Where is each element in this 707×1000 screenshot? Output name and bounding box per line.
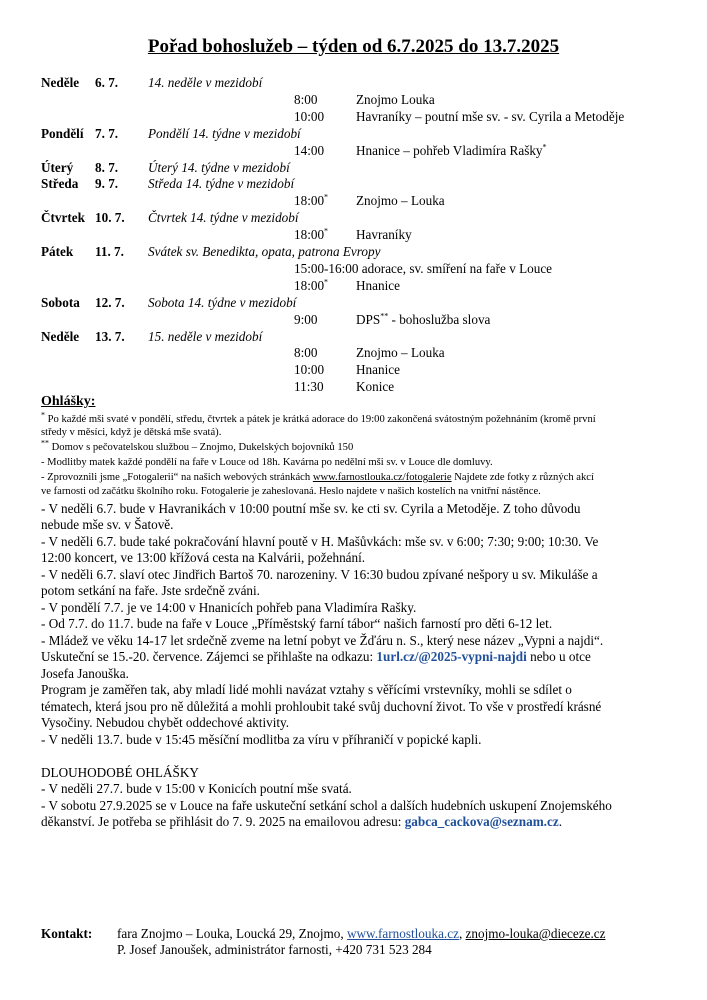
- announcement-text: Josefa Janouška.: [41, 666, 129, 681]
- time-footnote-mark: *: [324, 277, 329, 287]
- note-prayers: - Modlitby matek každé pondělí na faře v Louce od 18h. Kavárna po nedělní mši sv. v Louce dle domluvy.: [41, 457, 493, 468]
- long-term-text: - V neděli 27.7. bude v 15:00 v Konicích poutní mše svatá.: [41, 781, 352, 796]
- announcement-text: - V neděli 6.7. bude také pokračování hlavní poutě v H. Mašůvkách: mše sv. v 6:00; 7:30; 9:00; 10:30. Ve: [41, 534, 599, 549]
- announcements-heading: Ohlášky:: [41, 394, 96, 409]
- day-name: Sobota: [41, 294, 80, 310]
- announcement-text: Uskuteční se 15.-20. července. Zájemci se přihlašte na odkazu:: [41, 649, 377, 664]
- schedule-row: [0, 91, 707, 108]
- liturgical-day: Středa 14. týdne v mezidobí: [148, 176, 295, 192]
- contact-separator: ,: [458, 926, 466, 941]
- long-term-text: .: [558, 814, 562, 829]
- schedule-row: [0, 226, 707, 243]
- service-place: Znojmo – Louka: [356, 345, 445, 361]
- day-date: 8. 7.: [95, 159, 119, 175]
- service-time: 15:00-16:00 adorace, sv. smíření na faře v Louce: [294, 260, 553, 276]
- contact-line-2: P. Josef Janoušek, administrátor farnosti, +420 731 523 284: [117, 942, 432, 957]
- place-footnote-mark: **: [380, 311, 389, 321]
- day-name: Úterý: [41, 159, 74, 175]
- page-title: Pořad bohoslužeb – týden od 6.7.2025 do 13.7.2025: [147, 36, 560, 57]
- note-text: Najdete zde fotky z různých akcí: [451, 472, 594, 483]
- contact-address: fara Znojmo – Louka, Loucká 29, Znojmo,: [117, 926, 347, 941]
- service-time: 18:00*: [294, 277, 329, 293]
- schedule-row: [0, 125, 707, 142]
- service-place: Znojmo Louka: [356, 91, 435, 107]
- schedule-row: [0, 378, 707, 395]
- footnote-mark: *: [41, 410, 45, 420]
- liturgical-day: Pondělí 14. týdne v mezidobí: [148, 125, 301, 141]
- footnote-text: Domov s pečovatelskou službou – Znojmo, Dukelských bojovníků 150: [49, 442, 354, 453]
- service-place: DPS** - bohoslužba slova: [356, 311, 491, 327]
- registration-link[interactable]: 1url.cz/@2025-vypni-najdi: [376, 649, 527, 664]
- note-gallery: [41, 471, 671, 484]
- time-footnote-mark: *: [324, 226, 329, 236]
- day-date: 7. 7.: [95, 125, 119, 141]
- schedule-row: [0, 159, 707, 176]
- schedule-row: [0, 108, 707, 125]
- announcement-text: - V neděli 13.7. bude v 15:45 měsíční modlitba za víru v příhraničí v popické kapli.: [41, 732, 482, 747]
- long-term-text: děkanství. Je potřeba se přihlásit do 7. 9. 2025 na emailovou adresu:: [41, 814, 405, 829]
- note-text: - Zprovoznili jsme „Fotogalerii“ na našich webových stránkách: [41, 472, 313, 483]
- announcement-text: potom setkání na faře. Jste srdečně zváni.: [41, 583, 260, 598]
- announcement-text: Vysočiny. Nebudou chybět oddechové aktivity.: [41, 715, 290, 730]
- schedule-row: [0, 243, 707, 260]
- service-place: Hnanice: [356, 362, 400, 378]
- schedule-row: [0, 344, 707, 361]
- day-date: 13. 7.: [95, 328, 125, 344]
- note-gallery-cont: ve farnosti od začátku školního roku. Fotogalerie je zaheslovaná. Heslo najdete v našich kostelích na vnitřní nástěnce.: [41, 486, 541, 497]
- schedule-row: [0, 260, 707, 277]
- footnote-1: [41, 410, 671, 426]
- service-place: Znojmo – Louka: [356, 193, 445, 209]
- service-time: 8:00: [294, 91, 318, 107]
- day-date: 11. 7.: [95, 244, 124, 259]
- schedule-row: [0, 209, 707, 226]
- day-name: Čtvrtek: [41, 210, 85, 226]
- service-place: Hnanice: [356, 277, 400, 293]
- service-time: 9:00: [294, 311, 318, 327]
- service-time: 10:00: [294, 362, 325, 378]
- service-time: 10:00: [294, 108, 325, 124]
- service-note: - bohoslužba slova: [388, 311, 491, 327]
- liturgical-day: Čtvrtek 14. týdne v mezidobí: [148, 210, 299, 226]
- day-name: Neděle: [41, 75, 80, 90]
- day-name: Středa: [41, 176, 79, 192]
- day-name: Neděle: [41, 328, 80, 344]
- service-place: Hnanice – pohřeb Vladimíra Rašky*: [356, 142, 547, 158]
- liturgical-day: 14. neděle v mezidobí: [148, 75, 263, 90]
- service-place: Konice: [356, 379, 395, 395]
- service-place: Havraníky – poutní mše sv. - sv. Cyrila a Metoděje: [356, 108, 625, 124]
- service-time: 8:00: [294, 345, 318, 361]
- announcement-text: nebo u otce: [526, 649, 591, 664]
- footnote-text: Po každé mši svaté v pondělí, středu, čtvrtek a pátek je krátká adorace do 19:00 zakončená svátostným požehnáním (kromě první: [45, 414, 596, 425]
- announcement-text: - Od 7.7. do 11.7. bude na faře v Louce „Příměstský farní tábor“ našich farností pro děti 6-12 let.: [41, 616, 553, 631]
- contact-line-1: [117, 926, 605, 942]
- contact-email-link[interactable]: znojmo-louka@dieceze.cz: [465, 926, 606, 941]
- liturgical-day: Sobota 14. týdne v mezidobí: [148, 294, 297, 310]
- announcement-text: - Mládež ve věku 14-17 let srdečně zveme na letní pobyt ve Žďáru n. S., který nese název „Vypni a najdi“.: [41, 633, 604, 648]
- day-date: 10. 7.: [95, 210, 125, 226]
- place-footnote-mark: *: [542, 142, 547, 152]
- service-time: 11:30: [294, 379, 324, 395]
- gallery-link[interactable]: www.farnostlouka.cz/fotogalerie: [312, 472, 452, 483]
- announcement-text: 12:00 koncert, ve 13:00 křížová cesta na Kalvárii, požehnání.: [41, 550, 366, 565]
- service-time: 14:00: [294, 142, 325, 158]
- email-link[interactable]: gabca_cackova@seznam.cz: [404, 814, 559, 829]
- day-date: 6. 7.: [95, 75, 119, 90]
- service-time: 18:00*: [294, 226, 329, 243]
- announcement-text: tématech, která jsou pro ně důležitá a mohli prohloubit také svůj duchovní život. To vše v prostředí krásné: [41, 699, 602, 714]
- service-time: 18:00*: [294, 192, 329, 209]
- contact-label: Kontakt:: [41, 926, 93, 941]
- announcement-text: - V neděli 6.7. bude v Havranikách v 10:00 poutní mše sv. ke cti sv. Cyrila a Metoděje. Z toho důvodu: [41, 501, 581, 516]
- announcement-text: nebude mše sv. v Šatově.: [41, 517, 174, 532]
- liturgical-day: 15. neděle v mezidobí: [148, 328, 263, 344]
- liturgical-day: Svátek sv. Benedikta, opata, patrona Evropy: [148, 244, 381, 259]
- footnote-1-cont: středy v měsíci, když je dětská mše svatá).: [41, 427, 222, 438]
- website-link[interactable]: www.farnostlouka.cz: [347, 926, 459, 941]
- announcement-text: Program je zaměřen tak, aby mladí lidé mohli navázat vztahy s věřícími vrstevníky, mohli se sdílet o: [41, 682, 572, 697]
- announcement-text: - V neděli 6.7. slaví otec Jindřich Bartoš 70. narozeniny. V 16:30 budou zpívané nešpory u sv. Mikuláše a: [41, 567, 598, 582]
- schedule-row: [0, 192, 707, 209]
- schedule-row: [0, 328, 707, 345]
- day-name: Pátek: [41, 244, 74, 259]
- long-term-text: [41, 813, 671, 830]
- long-term-heading: DLOUHODOBÉ OHLÁŠKY: [41, 765, 199, 780]
- long-term-text: - V sobotu 27.9.2025 se v Louce na faře uskuteční setkání schol a dalších hudebních uskupení Znojemského: [41, 798, 612, 813]
- schedule-row: [0, 294, 707, 311]
- schedule-row: [0, 142, 707, 159]
- day-name: Pondělí: [41, 125, 84, 141]
- schedule-row: [0, 361, 707, 378]
- time-footnote-mark: *: [324, 192, 329, 202]
- schedule-row: [0, 175, 707, 192]
- schedule-row: [0, 311, 707, 328]
- announcement-text: - V pondělí 7.7. je ve 14:00 v Hnanicích pohřeb pana Vladimíra Rašky.: [41, 600, 417, 615]
- day-date: 9. 7.: [95, 176, 119, 192]
- liturgical-day: Úterý 14. týdne v mezidobí: [148, 159, 290, 175]
- schedule-row: [0, 74, 707, 91]
- announcement-text: [41, 648, 671, 665]
- day-date: 12. 7.: [95, 294, 125, 310]
- service-place: Havraníky: [356, 227, 412, 243]
- footnote-mark: **: [41, 438, 49, 448]
- schedule-row: [0, 277, 707, 294]
- footnote-2: [41, 438, 671, 454]
